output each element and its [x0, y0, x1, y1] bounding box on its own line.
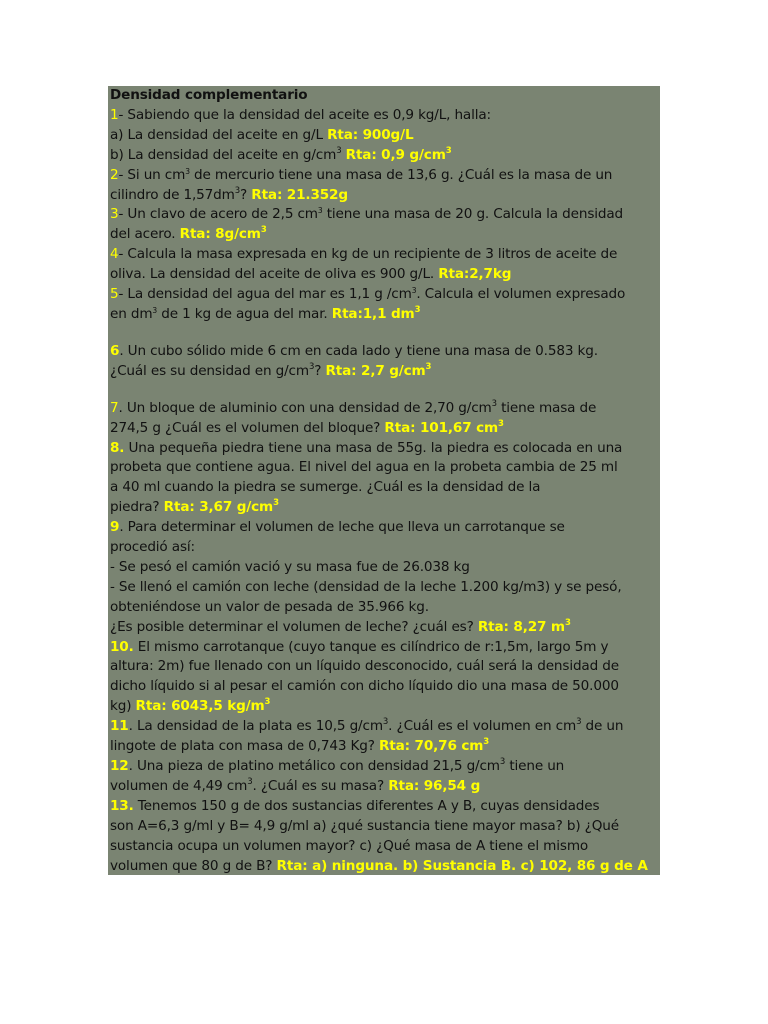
- exercise-12: 12. Una pieza de platino metálico con densidad 21,5 $g/cm^3$ tiene un: [110, 757, 565, 774]
- spacer: [110, 382, 660, 399]
- exercise-number: 10.: [110, 638, 134, 655]
- exercise-5: 5- La densidad del agua del mar es 1,1 g $/cm^3$. Calcula el volumen expresado: [110, 286, 626, 303]
- answer: Rta: 70,76 $cm^3$: [378, 737, 490, 755]
- answer: Rta: 900g/L: [327, 126, 414, 143]
- exercise-11: 11. La densidad de la plata es 10,5 $g/cm^3$. ¿Cuál es el volumen en $cm^3$ de un: [110, 717, 624, 735]
- exercise-number: 3: [110, 206, 119, 223]
- exercise-sheet: Densidad complementario 1- Sabiendo que la densidad del aceite es 0,9 kg/L, halla: a) La densidad del aceite en g/L Rta: 900g/L b) La densidad del aceite en $g/cm^3$ Rta: 0,9 $g/cm^3$ 2- Si un $cm^3$ de mercurio tiene una masa de 13,6 g. ¿Cuál es la masa de un cilindro de $1,57dm^3$? Rta: 21.352g 3- Un clavo de acero de 2,5 $cm^3$ tiene una masa de 20 g. Calcula la densidad del acero. Rta: $8g/cm^3$ 4- Calcula la masa expresada en kg de un recipiente de 3 litros de aceite de oliva. La densidad del aceite de oliva es 900 g/L. Rta:2,7kg 5- La densidad del agua del mar es 1,1 g $/cm^3$. Calcula el volumen expresado en $dm^3$ de 1 kg de agua del mar. Rta:1,1 $dm^3$ 6. Un cubo sólido mide 6 cm en cada lado y tiene una masa de 0.583 kg. ¿Cuál es su densidad en $g/cm^3$? Rta: 2,7 $g/cm^3$ 7. Un bloque de aluminio con una densidad de 2,70 $g/cm^3$ tiene masa de 274,5 g ¿Cuál es el volumen del bloque? Rta: 101,67 $cm^3$ 8. Una pequeña piedra tiene una masa de 55g. la piedra es colocada en una probeta que contiene agua. El nivel del agua en la probeta cambia de 25 ml a 40 ml cuando la piedra se sumerge. ¿Cuál es la densidad de la piedra? Rta: 3,67 $g/cm^3$ 9. Para determinar el volumen de leche que lleva un carrotanque se procedió así: - Se pesó el camión vació y su masa fue de 26.038 kg - Se llenó el camión con leche (densidad de la leche 1.200 kg/m3) y se pesó, obteniéndose un valor de pesada de 35.966 kg. ¿Es posible determinar el volumen de leche? ¿cuál es? Rta: 8,27 $m^3$ 10. El mismo carrotanque (cuyo tanque es cilíndrico de r:1,5m, largo 5m y altura: 2m) fue llenado con un líquido desconocido, cuál será la densidad de dicho líquido si al pesar el camión con dicho líquido dio una masa de 50.000 kg) Rta: 6043,5 $kg/m^3$ 11. La densidad de la plata es 10,5 $g/cm^3$. ¿Cuál es el volumen en $cm^3$ de un lingote de plata con masa de 0,743 Kg? Rta: 70,76 $cm^3$ 12. Una pieza de platino metálico con densidad 21,5 $g/cm^3$ tiene un volumen de 4,49 $cm^3$. ¿Cuál es su masa? Rta: 96,54 g 13. Tenemos 150 g de dos sustancias diferentes A y B, cuyas densidades son A=6,3 g/ml y B= 4,9 g/ml a) ¿qué sustancia tiene mayor masa? b) ¿Qué sustancia ocupa un volumen mayor? c) ¿Qué masa de A tiene el mismo volumen que 80 g de B? Rta: a) ninguna. b) Sustancia B. c) 102, 86 g de A: [108, 86, 660, 875]
- exercise-number: 1: [110, 106, 119, 123]
- exercise-number: 9: [110, 519, 120, 536]
- exercise-number: 7: [110, 399, 119, 416]
- answer: Rta: 8,27 $m^3$: [477, 617, 571, 635]
- exercise-8: 8. Una pequeña piedra tiene una masa de 55g. la piedra es colocada en una: [110, 439, 623, 456]
- exercise-4: 4- Calcula la masa expresada en kg de un recipiente de 3 litros de aceite de: [110, 246, 618, 263]
- exercise-6: 6. Un cubo sólido mide 6 cm en cada lado y tiene una masa de 0.583 kg.: [110, 342, 598, 359]
- answer: Rta:1,1 $dm^3$: [331, 304, 421, 322]
- sheet-title: Densidad complementario: [110, 87, 308, 103]
- exercise-number: 11: [110, 718, 129, 735]
- answer: Rta: 96,54 g: [388, 777, 481, 794]
- exercise-10: 10. El mismo carrotanque (cuyo tanque es cilíndrico de r:1,5m, largo 5m y: [110, 638, 609, 655]
- answer: Rta: 21.352g: [251, 186, 348, 203]
- answer: Rta: 2,7 $g/cm^3$: [325, 361, 432, 379]
- answer: Rta: 6043,5 $kg/m^3$: [135, 697, 271, 715]
- exercise-7: 7. Un bloque de aluminio con una densidad de 2,70 $g/cm^3$ tiene masa de: [110, 398, 597, 416]
- answer: Rta: 0,9 $g/cm^3$: [345, 145, 452, 163]
- exercise-13: 13. Tenemos 150 g de dos sustancias diferentes A y B, cuyas densidades: [110, 797, 600, 814]
- exercise-number: 4: [110, 246, 119, 263]
- exercise-2: 2- Si un $cm^3$ de mercurio tiene una masa de 13,6 g. ¿Cuál es la masa de un: [110, 166, 613, 183]
- exercise-number: 13.: [110, 797, 134, 814]
- exercise-number: 5: [110, 286, 119, 303]
- exercise-number: 6: [110, 342, 120, 359]
- exercise-1b: b) La densidad del aceite en $g/cm^3$ Rta: 0,9 $g/cm^3$: [110, 145, 452, 163]
- answer: Rta: 3,67 $g/cm^3$: [163, 498, 279, 516]
- answer: Rta: a) ninguna. b) Sustancia B. c) 102, 86 g de A: [276, 857, 648, 874]
- answer: Rta: $8g/cm^3$: [179, 225, 267, 243]
- exercise-1: 1- Sabiendo que la densidad del aceite es 0,9 kg/L, halla:: [110, 106, 491, 123]
- exercise-number: 2: [110, 166, 119, 183]
- exercise-1a: a) La densidad del aceite en g/L Rta: 900g/L: [110, 126, 414, 143]
- exercise-9: 9. Para determinar el volumen de leche que lleva un carrotanque se: [110, 519, 565, 536]
- exercise-number: 12: [110, 758, 129, 774]
- exercise-number: 8.: [110, 439, 125, 456]
- answer: Rta: 101,67 $cm^3$: [384, 418, 504, 436]
- answer: Rta:2,7kg: [438, 266, 512, 283]
- exercise-3: 3- Un clavo de acero de 2,5 $cm^3$ tiene una masa de 20 g. Calcula la densidad: [110, 206, 624, 223]
- spacer: [110, 325, 660, 342]
